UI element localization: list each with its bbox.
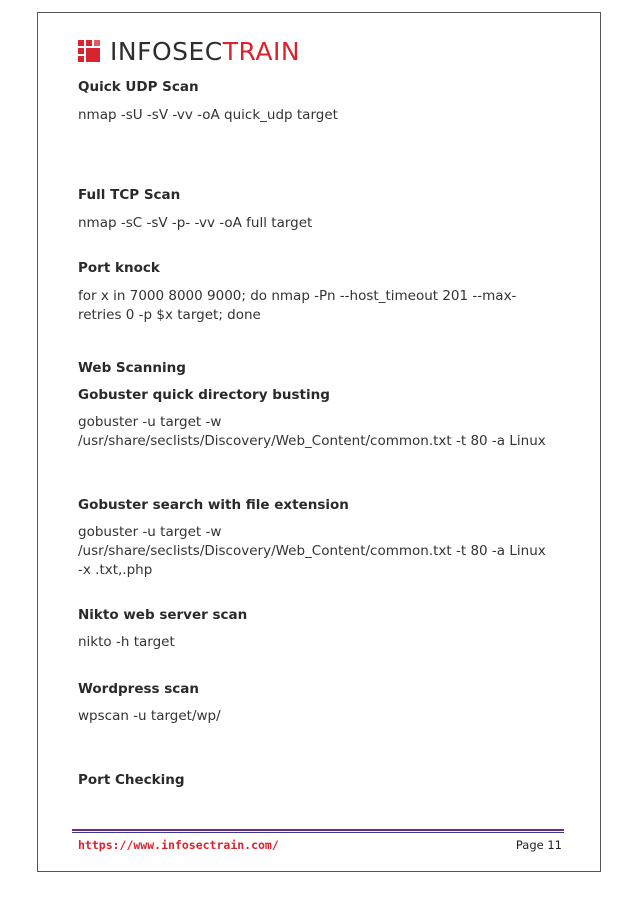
section-heading: Quick UDP Scan [78,79,199,95]
command-text: for x in 7000 8000 9000; do nmap -Pn --host_timeout 201 --max-retries 0 -p $x target; done [78,288,517,323]
footer-website-link[interactable]: https://www.infosectrain.com/ [78,838,279,852]
section-nikto-scan [78,606,548,652]
logo-wordmark: INFOSECTRAIN [110,36,301,66]
section-full-tcp-scan [78,186,548,233]
section-heading: Gobuster quick directory busting [78,387,330,403]
command-text: nikto -h target [78,634,175,650]
section-heading: Nikto web server scan [78,607,248,623]
command-text: gobuster -u target -w /usr/share/seclists/Discovery/Web_Content/common.txt -t 80 -a Linux [78,414,546,449]
section-port-checking [78,771,548,789]
section-heading: Web Scanning [78,360,186,376]
section-heading: Port knock [78,260,160,276]
command-text: gobuster -u target -w /usr/share/seclists/Discovery/Web_Content/common.txt -t 80 -a Linux -x .txt,.php [78,524,546,578]
section-heading: Gobuster search with file extension [78,497,349,513]
command-text: wpscan -u target/wp/ [78,708,221,724]
command-text: nmap -sU -sV -vv -oA quick_udp target [78,107,338,123]
logo-mark-icon [78,40,100,62]
footer-divider [72,829,564,833]
page-number: Page 11 [515,838,562,852]
section-wordpress-scan [78,680,548,726]
section-heading: Port Checking [78,772,185,788]
infosectrain-logo [78,36,300,66]
command-text: nmap -sC -sV -p- -vv -oA full target [78,215,313,231]
section-heading: Wordpress scan [78,681,200,697]
section-quick-udp-scan [78,78,548,125]
section-port-knock [78,259,548,325]
section-web-scanning [78,359,548,377]
section-heading: Full TCP Scan [78,187,181,203]
section-gobuster-quick [78,386,548,451]
section-gobuster-extension [78,496,548,580]
